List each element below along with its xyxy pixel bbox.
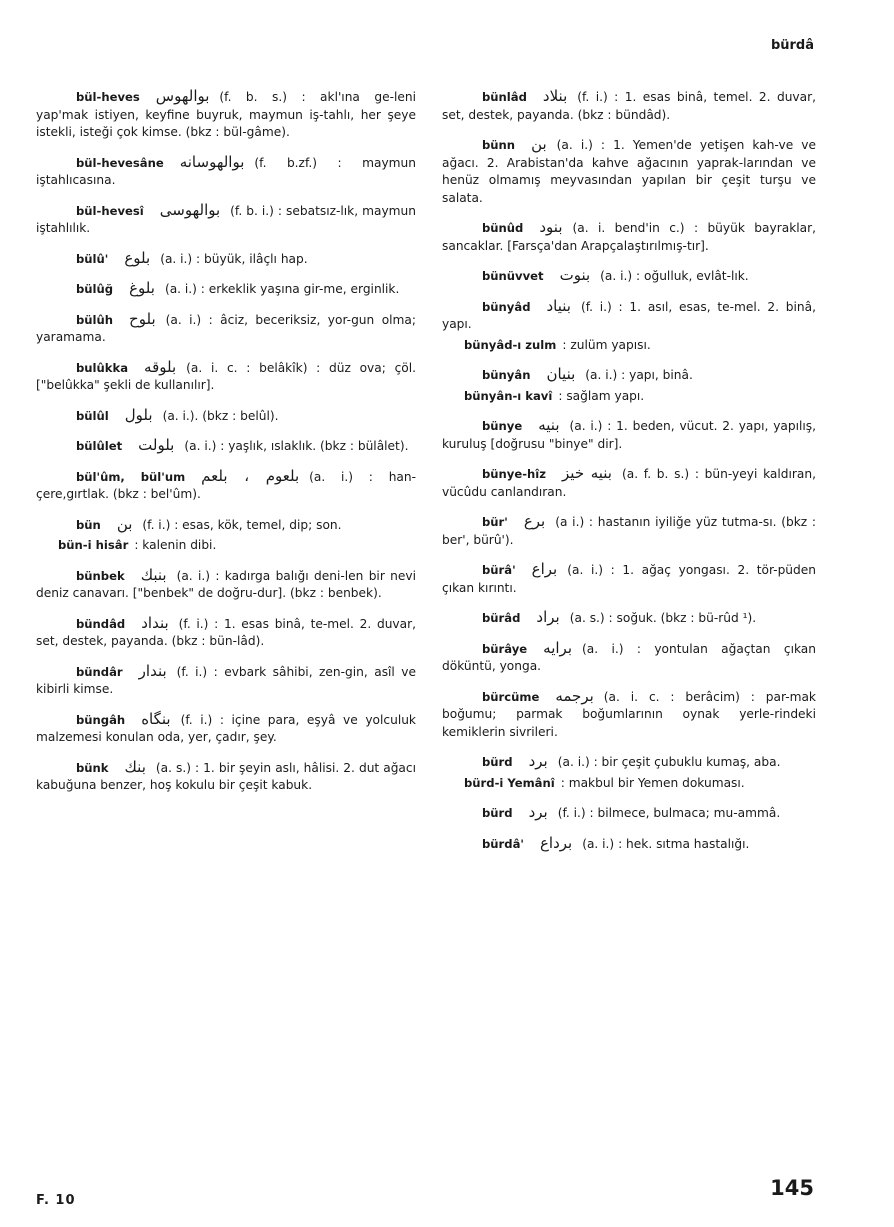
definition: (a. i.) : 1. Yemen'de yetişen kah-ve ve ağacı. 2. Arabistan'da kahve ağacının yaprak-larından ve henüz olmamış meyvasından yapılan bir çeşit turşu ve salata.	[442, 138, 816, 205]
headword: bünüvvet	[482, 269, 544, 283]
signature-mark: F. 10	[36, 1193, 76, 1208]
headword: bülû'	[76, 251, 109, 266]
headword: bünlâd	[482, 90, 527, 104]
headword: bürd	[482, 806, 513, 820]
headword: bürdâ'	[482, 836, 524, 851]
headword: bül-hevesâne	[76, 155, 164, 170]
arabic-script: بنیاد	[546, 296, 571, 315]
arabic-script: بلعوم ، بلعم	[201, 466, 300, 485]
arabic-script: بوالهوس	[155, 87, 210, 105]
definition: (f. b. s.) : akl'ına ge-leni yap'mak istiyen, keyfine buyruk, maymun iş-tahlı, her şeye istekli, isteği çok kimse. (bkz : bül-gâme).	[36, 90, 416, 139]
headword: bürâd	[482, 611, 521, 625]
dictionary-entry	[442, 640, 816, 676]
arabic-script: بنداد	[141, 613, 169, 632]
headword: bulûkka	[76, 360, 129, 375]
headword: bünbek	[76, 568, 125, 583]
dictionary-entry	[36, 88, 416, 142]
headword: büngâh	[76, 712, 126, 727]
arabic-script: بنود	[539, 218, 563, 236]
dictionary-entry	[442, 561, 816, 597]
headword: bülûh	[76, 312, 114, 327]
headword: bürd-i Yemânî	[464, 775, 555, 790]
headword: bündâr	[76, 664, 123, 679]
definition: (f. b. i.) : sebatsız-lık, maymun iştahlılık.	[36, 203, 416, 235]
arabic-script: بلولت	[138, 436, 175, 454]
headword: bünûd	[482, 221, 524, 235]
left-column	[36, 88, 416, 807]
dictionary-entry	[36, 311, 416, 347]
headword: bül-hevesî	[76, 203, 144, 218]
headword: bürâ'	[482, 563, 516, 577]
dictionary-entry	[36, 437, 416, 456]
running-head: bürdâ	[770, 38, 814, 53]
dictionary-entry	[36, 516, 416, 535]
definition: (a. i.) : 1. ağaç yongası. 2. tör-püden çıkan kırıntı.	[442, 563, 816, 595]
arabic-script: بلوع	[124, 248, 151, 267]
arabic-script: بوالهوسانه	[179, 152, 245, 171]
definition: (a. i.) : kadırga balığı deni-len bir nevi deniz canavarı. ["benbek" de doğru-dur]. (bkz : benbek).	[36, 568, 416, 600]
headword: bün-i hisâr	[58, 538, 129, 552]
headword: bünn	[482, 138, 516, 152]
dictionary-entry	[36, 615, 416, 651]
arabic-script: براد	[536, 608, 560, 626]
arabic-script: بندار	[138, 661, 167, 680]
dictionary-entry	[442, 465, 816, 501]
dictionary-entry	[36, 663, 416, 699]
sub-entry	[36, 537, 416, 555]
headword: bürâye	[482, 641, 528, 656]
dictionary-entry	[36, 250, 416, 269]
arabic-script: براع	[531, 560, 558, 578]
arabic-script: برداع	[539, 833, 573, 852]
dictionary-entry	[36, 359, 416, 395]
definition: (a. i.) : bir çeşit çubuklu kumaş, aba.	[557, 755, 781, 769]
definition: (f. i.) : 1. esas binâ, te-mel. 2. duvar, set, destek, payanda. (bkz : bün-lâd).	[36, 616, 416, 648]
definition: : zulüm yapısı.	[562, 337, 651, 352]
arabic-script: بن	[116, 514, 133, 533]
dictionary-entry	[442, 136, 816, 207]
definition: (a. i. bend'in c.) : büyük bayraklar, sancaklar. [Farsça'dan Arapçalaştırılmış-tır].	[442, 221, 816, 253]
arabic-script: برایه	[543, 638, 573, 657]
dictionary-entry	[442, 513, 816, 549]
arabic-script: بوالهوسی	[159, 200, 221, 219]
definition: (a. i.) : hek. sıtma hastalığı.	[582, 836, 750, 851]
dictionary-entry	[36, 154, 416, 190]
arabic-script: بنلاد	[542, 87, 568, 105]
headword: bündâd	[76, 616, 126, 631]
headword: bünk	[76, 760, 109, 775]
arabic-script: بلوغ	[129, 279, 155, 297]
headword: bürcüme	[482, 689, 540, 704]
dictionary-entry	[36, 407, 416, 426]
dictionary-entry	[442, 219, 816, 255]
arabic-script: بلوقه	[144, 357, 177, 376]
headword: bülûlet	[76, 439, 123, 453]
dictionary-entry	[36, 567, 416, 603]
arabic-script: بلول	[124, 405, 153, 424]
definition: (a. i.). (bkz : belûl).	[162, 408, 279, 423]
arabic-script: بنیه خیز	[562, 464, 612, 482]
headword: bünyân-ı kavî	[464, 388, 553, 403]
dictionary-entry	[36, 468, 416, 504]
definition: (a. s.) : 1. bir şeyin aslı, hâlisi. 2. dut ağacı kabuğuna benzer, hoş kokulu bir çeşit kabuk.	[36, 760, 416, 792]
definition: (a. i.) : 1. beden, vücut. 2. yapı, yapılış, kuruluş [doğrusu "binye" dir].	[442, 419, 816, 451]
definition: (f. i.) : bilmece, bulmaca; mu-ammâ.	[557, 806, 781, 820]
definition: (f. i.) : içine para, eşyâ ve yolculuk malzemesi konulan oda, yer, çadır, şey.	[36, 712, 416, 744]
definition: (a. i. c. : berâcim) : par-mak boğumu; parmak boğumlarının oynak yerle-rindeki kemiklerin sivrileri.	[442, 689, 816, 739]
definition: (f. b.zf.) : maymun iştahlıcasına.	[36, 155, 416, 187]
arabic-script: برد	[528, 752, 548, 770]
headword: bünyâd-ı zulm	[464, 337, 557, 352]
sub-entry	[442, 337, 816, 355]
arabic-script: بلوح	[129, 309, 156, 328]
dictionary-entry	[442, 298, 816, 334]
definition: : kalenin dibi.	[134, 538, 217, 552]
definition: (a. i.) : yapı, binâ.	[585, 368, 693, 382]
dictionary-entry	[36, 711, 416, 747]
headword: bür'	[482, 515, 508, 529]
headword: bürd	[482, 755, 513, 769]
arabic-script: بن	[531, 135, 547, 153]
definition: (a. i.) : oğulluk, evlât-lık.	[600, 269, 749, 283]
definition: (a. i.) : yontulan ağaçtan çıkan döküntü, yonga.	[442, 641, 816, 673]
dictionary-entry	[442, 688, 816, 742]
definition: : sağlam yapı.	[558, 388, 645, 403]
dictionary-entry	[36, 202, 416, 238]
arabic-script: بنوت	[559, 266, 591, 284]
dictionary-entry	[442, 366, 816, 385]
definition: (f. i.) : esas, kök, temel, dip; son.	[142, 517, 342, 532]
definition: : makbul bir Yemen dokuması.	[560, 775, 745, 790]
arabic-script: برع	[523, 512, 546, 530]
right-column	[442, 88, 816, 865]
dictionary-entry	[442, 609, 816, 628]
sub-entry	[442, 775, 816, 793]
arabic-script: برد	[528, 803, 548, 821]
definition: (a. f. b. s.) : bün-yeyi kaldıran, vücûdu canlandıran.	[442, 467, 816, 499]
dictionary-entry	[442, 417, 816, 453]
definition: (a. i.) : han-çere,gırtlak. (bkz : bel'ûm).	[36, 469, 417, 501]
dictionary-entry	[442, 804, 816, 823]
dictionary-entry	[442, 835, 816, 854]
dictionary-entry	[442, 753, 816, 772]
definition: (a. i.) : yaşlık, ıslaklık. (bkz : bülâlet).	[184, 439, 409, 453]
arabic-script: بنگاه	[141, 709, 171, 728]
definition: (a. i. c. : belâkîk) : düz ova; çöl. ["belûkka" şekli de kullanılır].	[36, 360, 416, 392]
headword: bülûl	[76, 408, 109, 423]
headword: bül-heves	[76, 90, 140, 104]
definition: (a. i.) : âciz, beceriksiz, yor-gun olma; yaramama.	[36, 312, 416, 344]
headword: bünye-hîz	[482, 467, 547, 481]
sub-entry	[442, 388, 816, 406]
headword: bün	[76, 517, 101, 532]
headword: bül'ûm, bül'um	[76, 469, 186, 484]
headword: bünyân	[482, 368, 531, 382]
dictionary-entry	[36, 280, 416, 299]
headword: bünyâd	[482, 299, 531, 314]
definition: (a. i.) : erkeklik yaşına gir-me, erginlik.	[164, 282, 400, 296]
arabic-script: بنیان	[546, 365, 576, 383]
definition: (a. i.) : büyük, ilâçlı hap.	[160, 251, 308, 266]
page-number: 145	[770, 1176, 814, 1200]
arabic-script: بنبك	[140, 565, 167, 584]
dictionary-entry	[36, 759, 416, 795]
headword: bünye	[482, 419, 523, 433]
definition: (a. s.) : soğuk. (bkz : bü-rûd ¹).	[569, 611, 757, 625]
arabic-script: بنیه	[538, 416, 560, 434]
headword: bülûğ	[76, 282, 114, 296]
definition: (f. i.) : 1. esas binâ, temel. 2. duvar, set, destek, payanda. (bkz : bündâd).	[442, 90, 816, 122]
definition: (a i.) : hastanın iyiliğe yüz tutma-sı. (bkz : ber', bürû').	[442, 515, 816, 547]
arabic-script: بنك	[124, 757, 146, 776]
dictionary-entry	[442, 267, 816, 286]
definition: (f. i.) : 1. asıl, esas, te-mel. 2. binâ, yapı.	[442, 299, 816, 331]
definition: (f. i.) : evbark sâhibi, zen-gin, asîl ve kibirli kimse.	[36, 664, 416, 696]
arabic-script: برجمه	[555, 686, 594, 705]
dictionary-entry	[442, 88, 816, 124]
